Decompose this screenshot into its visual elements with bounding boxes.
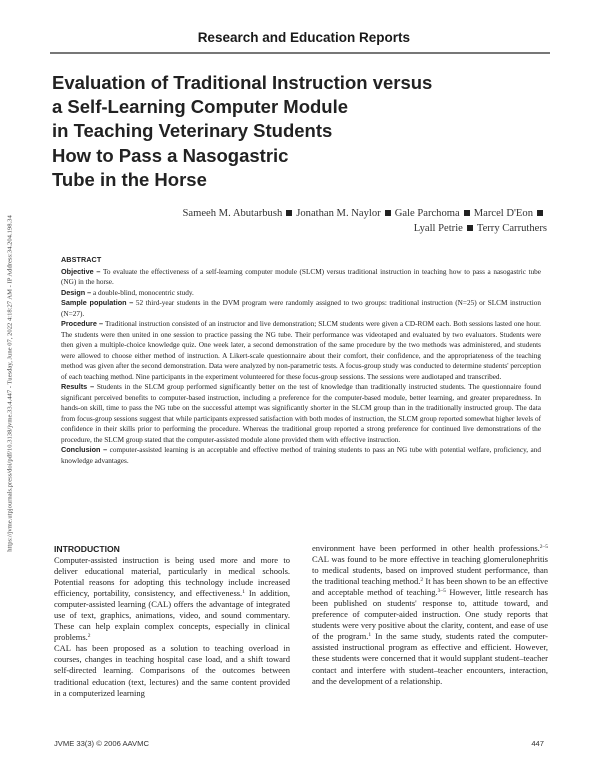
label: Objective – bbox=[61, 266, 101, 276]
text: 52 third-year students in the DVM program were randomly assigned to two groups: traditional instruction (N=25) or SLCM instruction (N=27). bbox=[61, 299, 541, 318]
abstract-design bbox=[61, 288, 541, 299]
author: Marcel D'Eon bbox=[473, 208, 533, 219]
text: To evaluate the effectiveness of a self-learning computer module (SLCM) versus traditional instruction in teaching how to pass a nasogastric tube (NG) in the horse. bbox=[61, 267, 542, 286]
citation: 1 bbox=[368, 632, 372, 639]
title-line: a Self-Learning Computer Module bbox=[52, 96, 349, 118]
abstract-sample bbox=[61, 298, 541, 319]
text: Computer-assisted instruction is being used more and more to deliver educational material, particularly in medical schools. Potential reasons for adopting this technology include increased efficiency, portability, consistency, and effectiveness. bbox=[54, 555, 290, 599]
citation: 2 bbox=[420, 577, 424, 584]
label: Design – bbox=[61, 287, 92, 297]
separator-square-icon bbox=[286, 210, 292, 216]
label: Procedure – bbox=[61, 319, 104, 328]
text: CAL was found to be more effective in teaching glomerulonephritis to medical students, based on improved student performance, than the traditional teaching method. bbox=[312, 554, 548, 587]
author: Gale Parchoma bbox=[394, 208, 460, 219]
separator-square-icon bbox=[385, 210, 391, 216]
abstract-procedure bbox=[61, 319, 541, 382]
abstract-objective bbox=[61, 267, 541, 288]
abstract bbox=[61, 255, 541, 466]
paragraph: CAL has been proposed as a solution to teaching overload in courses, changes in teaching hospital case load, and a shift toward self-directed learning. Comparisons of the outcomes between traditional education (text, lectures) and the same content provided in a computerized learning bbox=[54, 643, 290, 698]
author: Jonathan M. Naylor bbox=[296, 208, 381, 219]
author: Sameeh M. Abutarbush bbox=[182, 208, 283, 219]
abstract-heading: ABSTRACT bbox=[61, 255, 102, 264]
author: Lyall Petrie bbox=[413, 223, 463, 234]
text: In the same study, students rated the computer-assisted instructional program as effective and efficient. However, these students were concerned that it would supplant student–teacher contact and interfere with student–teacher encounters, interaction, and the development of a relationship. bbox=[312, 631, 548, 686]
citation: 2 bbox=[87, 633, 91, 640]
author-list bbox=[107, 206, 547, 236]
section-rule bbox=[50, 52, 550, 54]
abstract-results bbox=[61, 382, 541, 445]
page-number: 447 bbox=[531, 739, 544, 748]
column-left bbox=[54, 544, 290, 699]
label: Sample population – bbox=[61, 298, 134, 307]
label: Conclusion – bbox=[61, 445, 108, 454]
separator-square-icon bbox=[467, 225, 473, 231]
text: Traditional instruction consisted of an instructor and live demonstration; SLCM students were given a CD-ROM each. Both sessions lasted one hour. The students were then united in one session to practice passing the NG tube. Their performance was videotaped and evaluated by two evaluators. Students were then given a multiple-choice knowledge quiz. One week later, a second demonstration of the same procedure by the two methods was administered, and students were allowed to choose either method of instruction. A Likert-scale questionnaire about their comfort, their confidence, and the appropriateness of the teaching method was given after the second demonstration. Data were analyzed by non-parametric tests. A focus-group study was conducted to determine students' perception of each teaching method. Nine participants in the experiment volunteered for these focus-group sessions. The sessions were audiotaped and transcribed. bbox=[61, 320, 541, 381]
title-line: in Teaching Veterinary Students bbox=[52, 120, 333, 142]
text: Students in the SLCM group performed significantly better on the test of knowledge than traditionally instructed students. The questionnaire found significant perceived benefits to computer-based instruction, including a preference for the computer-based module, better learning, and greater preparedness. In hands-on skill, time to pass the NG tube on the successful attempt was significantly shorter in the SLCM group than in the traditionally instructed group. The data from focus-group sessions suggest that while participants expressed satisfaction with both modes of instruction, the SLCM group reported somewhat higher levels of confidence in their skills prior to performing the procedure. Whereas the traditional group reported a strong preference for continued live demonstrations of the procedure, the SLCM group stated that the computer-assisted module alone provided them with effective instruction. bbox=[61, 383, 541, 444]
text: In addition, computer-assisted learning (CAL) offers the advantage of integrated use of text, graphics, animations, video, and sound commentary. These can help explain complex concepts, especially in clinical problems. bbox=[54, 588, 290, 643]
paragraph bbox=[54, 555, 290, 643]
separator-square-icon bbox=[464, 210, 470, 216]
label: Results – bbox=[61, 382, 95, 391]
text: However, little research has been published on students' response to, attitude toward, and preference of computer-aided instruction. One study reports that students were very positive about the clarity, content, and ease of use of the program. bbox=[312, 587, 548, 642]
citation: 3–5 bbox=[437, 588, 446, 595]
title-line: Tube in the Horse bbox=[52, 168, 207, 190]
article-title bbox=[52, 71, 492, 192]
text: computer-assisted learning is an acceptable and effective method of training students to pass an NG tube with potential welfare, proficiency, and knowledge advantages. bbox=[61, 446, 541, 465]
text: a double-blind, monocentric study. bbox=[93, 288, 194, 297]
citation: 2–5 bbox=[539, 544, 548, 550]
column-right bbox=[312, 543, 548, 687]
text: It has been shown to be an effective and acceptable method of teaching. bbox=[312, 576, 548, 598]
section-header: Research and Education Reports bbox=[197, 30, 410, 45]
abstract-conclusion bbox=[61, 445, 541, 466]
author: Terry Carruthers bbox=[476, 223, 547, 234]
text: environment have been performed in other health professions. bbox=[312, 543, 540, 553]
title-line: How to Pass a Nasogastric bbox=[52, 144, 289, 166]
paragraph bbox=[312, 543, 548, 687]
citation: 1 bbox=[242, 589, 245, 596]
side-banner: https://jvme.utpjournals.press/doi/pdf/10.3138/jvme.33.4.447 - Tuesday, June 07, 2022 4:18:27 AM - IP Address:34.204.198.34 bbox=[6, 215, 14, 552]
separator-square-icon bbox=[537, 210, 543, 216]
title-line: Evaluation of Traditional Instruction versus bbox=[52, 72, 433, 93]
footer-journal: JVME 33(3) © 2006 AAVMC bbox=[54, 739, 149, 748]
intro-heading: INTRODUCTION bbox=[54, 544, 120, 554]
